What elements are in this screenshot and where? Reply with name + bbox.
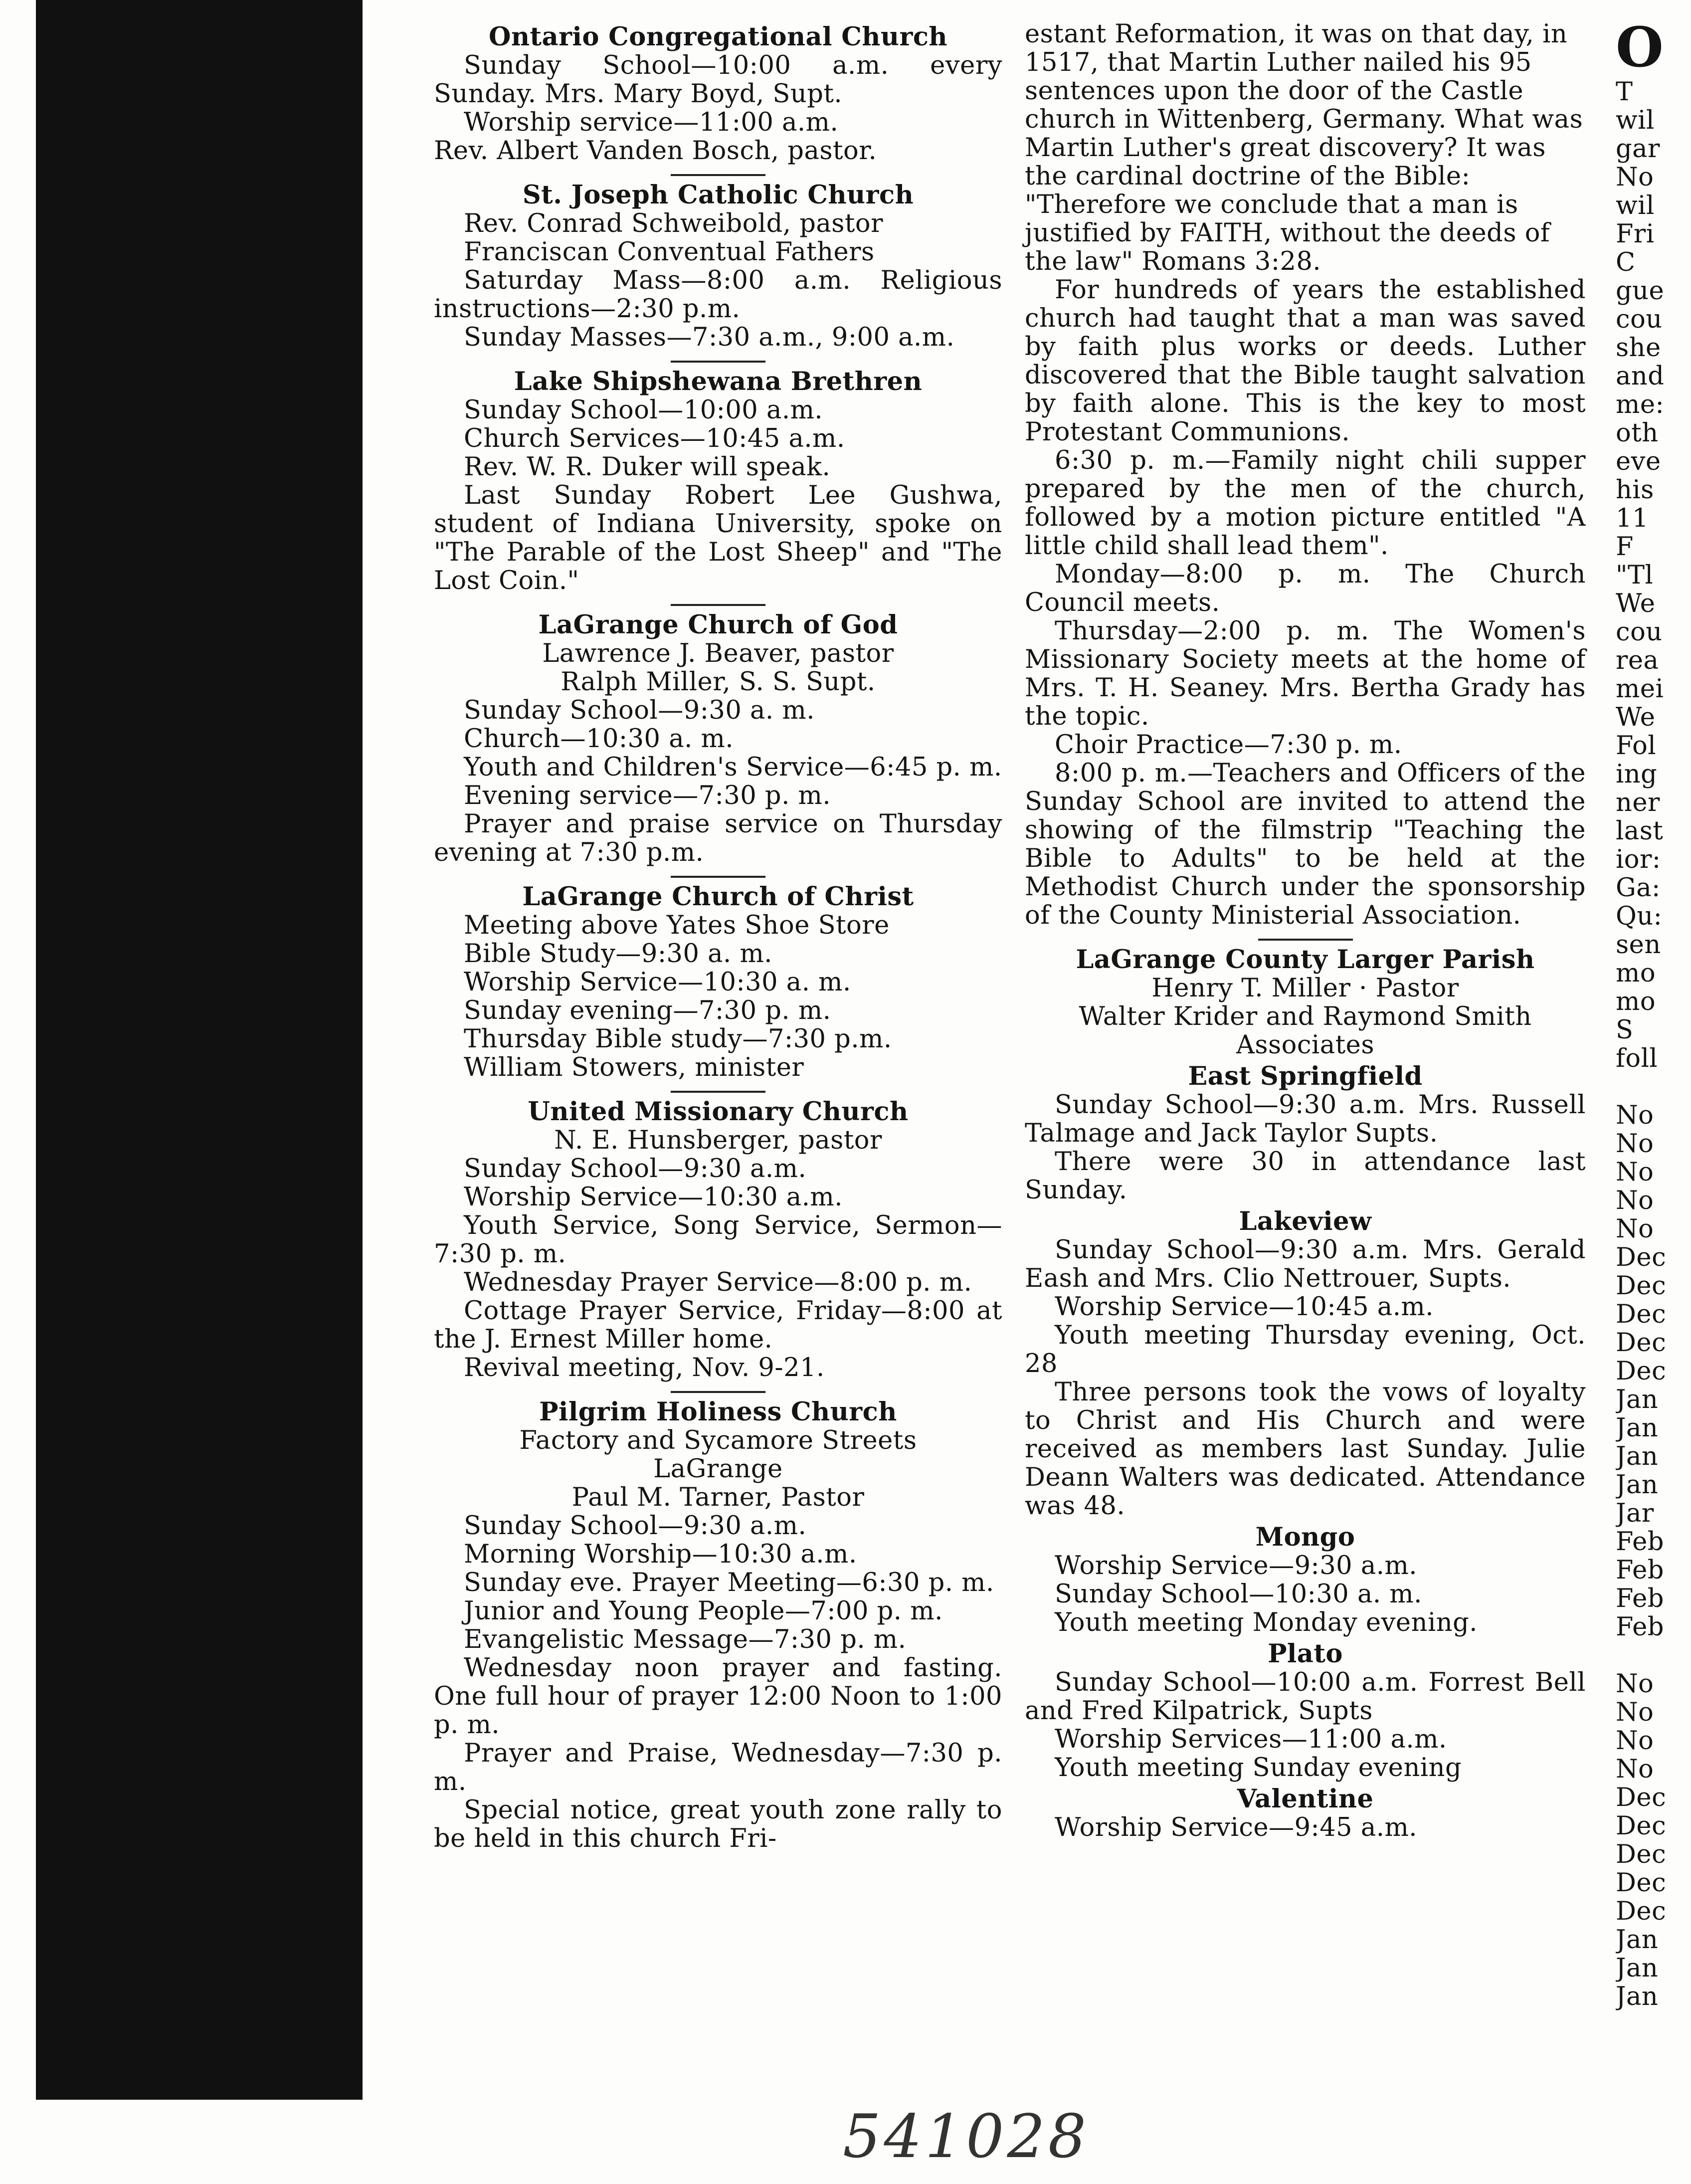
text-paragraph: Franciscan Conventual Fathers (464, 237, 875, 267)
cropped-line: mo (1616, 959, 1656, 988)
text-paragraph: Sunday eve. Prayer Meeting—6:30 p. m. (464, 1568, 994, 1597)
cropped-line: Dec (1616, 1868, 1667, 1898)
section-divider (671, 361, 765, 363)
text-paragraph: Associates (1236, 1030, 1374, 1060)
cropped-line: Dec (1616, 1897, 1667, 1926)
text-paragraph: Monday—8:00 p. m. The Church Council meets. (1025, 560, 1586, 617)
text-paragraph: Worship Service—9:30 a.m. (1055, 1551, 1418, 1581)
text-paragraph: Rev. Albert Vanden Bosch, pastor. (434, 136, 877, 166)
section-divider (1258, 939, 1353, 941)
cropped-line: Dec (1616, 1300, 1667, 1329)
church-heading: Valentine (1237, 1784, 1374, 1814)
cropped-line: Jan (1616, 1982, 1659, 2011)
text-paragraph: Rev. W. R. Duker will speak. (464, 452, 831, 482)
text-paragraph: Henry T. Miller · Pastor (1151, 974, 1459, 1003)
text-paragraph: Sunday School—10:00 a.m. every Sunday. Mrs. Mary Boyd, Supt. (434, 51, 1002, 109)
cropped-line: mo (1616, 987, 1656, 1016)
cropped-line: she (1616, 333, 1661, 363)
text-paragraph: Choir Practice—7:30 p. m. (1055, 730, 1402, 760)
cropped-line: No (1616, 1726, 1654, 1756)
cropped-line: Dec (1616, 1328, 1667, 1358)
text-paragraph: Walter Krider and Raymond Smith (1079, 1002, 1532, 1031)
church-heading: LaGrange County Larger Parish (1076, 945, 1535, 975)
text-paragraph: Youth Service, Song Service, Sermon—7:30 p. m. (434, 1211, 1002, 1269)
cropped-line: No (1616, 1698, 1654, 1727)
text-paragraph: Sunday School—9:30 a.m. Mrs. Russell Talmage and Jack Taylor Supts. (1025, 1090, 1586, 1148)
text-paragraph: There were 30 in attendance last Sunday. (1025, 1147, 1586, 1205)
cropped-line: sen (1616, 930, 1661, 960)
text-paragraph: Sunday evening—7:30 p. m. (464, 996, 831, 1025)
text-paragraph: Sunday School—9:30 a. m. (464, 696, 815, 725)
cropped-line: Jan (1616, 1925, 1659, 1955)
text-paragraph: Wednesday noon prayer and fasting. One full hour of prayer 12:00 Noon to 1:00 p. m. (434, 1653, 1002, 1740)
text-paragraph: Sunday School—9:30 a.m. (464, 1154, 807, 1184)
text-paragraph: Sunday Masses—7:30 a.m., 9:00 a.m. (464, 323, 955, 352)
handwritten-date-number: 541028 (843, 2102, 1090, 2172)
cropped-line: Dec (1616, 1357, 1667, 1386)
text-paragraph: Worship Services—11:00 a.m. (1055, 1725, 1447, 1754)
text-paragraph: LaGrange (653, 1454, 783, 1484)
text-paragraph: Cottage Prayer Service, Friday—8:00 at the J. Ernest Miller home. (434, 1296, 1002, 1354)
cropped-line: ner (1616, 788, 1660, 817)
text-paragraph: Three persons took the vows of loyalty to Christ and His Church and were received as members last Sunday. Julie Deann Walters was dedicated. Attendance was 48. (1025, 1378, 1586, 1521)
text-paragraph: Revival meeting, Nov. 9-21. (464, 1353, 825, 1383)
church-heading: Lakeview (1239, 1206, 1372, 1236)
cropped-line: S (1616, 1015, 1634, 1045)
cropped-line: wil (1616, 191, 1655, 220)
cropped-line: Feb (1616, 1612, 1664, 1642)
cropped-line: Jan (1616, 1442, 1659, 1471)
cropped-line: gue (1616, 276, 1665, 306)
cropped-line: No (1616, 1129, 1654, 1159)
cropped-line: Feb (1616, 1527, 1664, 1557)
text-paragraph: Thursday—2:00 p. m. The Women's Missionary Society meets at the home of Mrs. T. H. Seaney. Mrs. Bertha Grady has the topic. (1025, 616, 1586, 731)
cropped-line: ior: (1616, 845, 1661, 874)
text-paragraph: N. E. Hunsberger, pastor (554, 1126, 882, 1155)
cropped-line: foll (1616, 1044, 1658, 1073)
text-paragraph: Church—10:30 a. m. (464, 724, 734, 754)
text-paragraph: Meeting above Yates Shoe Store (464, 911, 890, 940)
text-paragraph: Morning Worship—10:30 a.m. (464, 1540, 857, 1569)
text-paragraph: Sunday School—9:30 a.m. (464, 1511, 807, 1541)
text-paragraph: Worship Service—10:30 a. m. (464, 968, 851, 997)
cropped-line: Dec (1616, 1783, 1667, 1812)
cropped-line: Fol (1616, 731, 1657, 761)
cropped-line: eve (1616, 447, 1661, 476)
text-paragraph: William Stowers, minister (464, 1053, 804, 1082)
text-paragraph: 8:00 p. m.—Teachers and Officers of the Sunday School are invited to attend the showing of the filmstrip "Teaching the Bible to Adults" to be held at the Methodist Church under the sponsorship of the County Ministerial Association. (1025, 759, 1586, 930)
text-paragraph: Ralph Miller, S. S. Supt. (561, 667, 876, 697)
text-paragraph: Worship Service—9:45 a.m. (1055, 1813, 1418, 1842)
cropped-line: No (1616, 1214, 1654, 1244)
cropped-line: oth (1616, 418, 1659, 448)
cropped-line: 11 (1616, 504, 1649, 533)
text-paragraph: Paul M. Tarner, Pastor (571, 1483, 865, 1512)
text-paragraph: Evangelistic Message—7:30 p. m. (464, 1625, 907, 1654)
cropped-line: No (1616, 1186, 1654, 1215)
section-divider (671, 1091, 765, 1093)
cropped-line: F (1616, 532, 1634, 562)
church-heading: United Missionary Church (528, 1097, 909, 1127)
church-heading: St. Joseph Catholic Church (522, 180, 914, 210)
cropped-line: Dec (1616, 1840, 1667, 1869)
text-paragraph: Lawrence J. Beaver, pastor (542, 639, 894, 668)
cropped-line: Jan (1616, 1413, 1659, 1443)
cropped-line: Jar (1616, 1499, 1654, 1528)
cropped-line: Feb (1616, 1584, 1664, 1613)
cropped-line: No (1616, 1101, 1654, 1130)
cropped-line: Jan (1616, 1385, 1659, 1414)
cropped-line: T (1616, 77, 1633, 107)
text-paragraph: Church Services—10:45 a.m. (464, 424, 845, 453)
text-paragraph: Youth meeting Sunday evening (1055, 1753, 1462, 1783)
text-paragraph: Sunday School—9:30 a.m. Mrs. Gerald Eash and Mrs. Clio Nettrouer, Supts. (1025, 1235, 1586, 1293)
cropped-line: We (1616, 589, 1656, 618)
text-paragraph: Worship Service—10:45 a.m. (1055, 1292, 1434, 1322)
cropped-line: Feb (1616, 1556, 1664, 1585)
text-paragraph: Sunday School—10:00 a.m. Forrest Bell and Fred Kilpatrick, Supts (1025, 1668, 1586, 1726)
cropped-line (1616, 1641, 1691, 1670)
text-paragraph: Worship service—11:00 a.m. (464, 108, 839, 137)
cropped-line: Jan (1616, 1954, 1659, 1983)
text-paragraph: Junior and Young People—7:00 p. m. (464, 1596, 943, 1626)
column-3-lines (1616, 78, 1691, 2011)
cropped-line: me: (1616, 390, 1665, 419)
cropped-line: Dec (1616, 1243, 1667, 1272)
text-paragraph: Last Sunday Robert Lee Gushwa, student of Indiana University, spoke on "The Parable of the Lost Sheep" and "The Lost Coin." (434, 481, 1002, 596)
church-heading: Ontario Congregational Church (489, 22, 947, 52)
text-paragraph: Prayer and Praise, Wednesday—7:30 p. m. (434, 1739, 1002, 1796)
column-1 (434, 20, 1002, 1853)
column-3-cropped (1616, 20, 1691, 2011)
section-divider (671, 1391, 765, 1393)
column-3-initial: O (1616, 20, 1664, 79)
text-paragraph: Special notice, great youth zone rally to be held in this church Fri- (434, 1795, 1002, 1853)
section-divider (671, 604, 765, 606)
cropped-line: cou (1616, 617, 1663, 647)
cropped-line: ing (1616, 760, 1658, 789)
church-heading: Plato (1268, 1639, 1343, 1669)
text-paragraph: estant Reformation, it was on that day, in 1517, that Martin Luther nailed his 95 sentences upon the door of the Castle church in Wittenberg, Germany. What was Martin Luther's great discovery? It was the cardinal doctrine of the Bible: "Therefore we conclude that a man is justified by FAITH, without the deeds of the law" Romans 3:28. (1025, 19, 1583, 276)
cropped-line: wil (1616, 106, 1655, 135)
cropped-line: No (1616, 1755, 1654, 1784)
redaction-bar (36, 0, 363, 2100)
text-paragraph: Youth meeting Thursday evening, Oct. 28 (1025, 1321, 1586, 1379)
text-paragraph: Evening service—7:30 p. m. (464, 781, 831, 810)
text-paragraph: Sunday School—10:30 a. m. (1055, 1580, 1422, 1609)
church-heading: LaGrange Church of Christ (522, 882, 914, 912)
text-paragraph: Youth and Children's Service—6:45 p. m. (464, 753, 1002, 782)
text-paragraph: Saturday Mass—8:00 a.m. Religious instructions—2:30 p.m. (434, 266, 1002, 324)
cropped-line: last (1616, 816, 1664, 846)
text-paragraph: Prayer and praise service on Thursday evening at 7:30 p.m. (434, 809, 1002, 867)
text-paragraph: 6:30 p. m.—Family night chili supper prepared by the men of the church, followed by a motion picture entitled "A little child shall lead them". (1025, 446, 1586, 561)
section-divider (671, 174, 765, 176)
cropped-line: Qu: (1616, 902, 1663, 931)
text-paragraph: Sunday School—10:00 a.m. (464, 396, 823, 425)
cropped-line: his (1616, 475, 1654, 505)
church-heading: Pilgrim Holiness Church (539, 1397, 897, 1427)
text-paragraph: Rev. Conrad Schweibold, pastor (464, 209, 884, 238)
church-heading: Mongo (1255, 1522, 1355, 1552)
text-paragraph: For hundreds of years the established church had taught that a man was saved by faith plus works or deeds. Luther discovered that the Bible taught salvation by faith alone. This is the key to most Protestant Communions. (1025, 275, 1586, 447)
cropped-line: gar (1616, 134, 1660, 164)
cropped-line: Dec (1616, 1811, 1667, 1841)
cropped-line: rea (1616, 646, 1659, 675)
cropped-line: We (1616, 703, 1656, 732)
church-heading: LaGrange Church of God (538, 610, 898, 640)
cropped-line: "Tl (1616, 561, 1654, 590)
church-heading: East Springfield (1188, 1061, 1423, 1091)
cropped-line: No (1616, 163, 1654, 192)
cropped-line: C (1616, 248, 1636, 277)
text-paragraph: Youth meeting Monday evening. (1055, 1608, 1478, 1637)
cropped-line: No (1616, 1158, 1654, 1187)
text-paragraph: Worship Service—10:30 a.m. (464, 1183, 843, 1212)
text-paragraph: Factory and Sycamore Streets (519, 1426, 917, 1455)
cropped-line: mei (1616, 674, 1664, 704)
cropped-line: and (1616, 362, 1665, 391)
cropped-line: cou (1616, 305, 1663, 334)
cropped-line: Jan (1616, 1470, 1659, 1500)
section-divider (671, 876, 765, 878)
cropped-line: Dec (1616, 1271, 1667, 1301)
cropped-line: No (1616, 1669, 1654, 1699)
text-paragraph: Bible Study—9:30 a. m. (464, 939, 773, 969)
text-paragraph: Thursday Bible study—7:30 p.m. (464, 1024, 892, 1054)
column-2 (1025, 20, 1586, 1842)
text-paragraph: Wednesday Prayer Service—8:00 p. m. (464, 1268, 972, 1297)
cropped-line: Fri (1616, 219, 1655, 249)
cropped-line: Ga: (1616, 873, 1661, 903)
cropped-line (1616, 1073, 1691, 1101)
church-heading: Lake Shipshewana Brethren (514, 367, 923, 397)
